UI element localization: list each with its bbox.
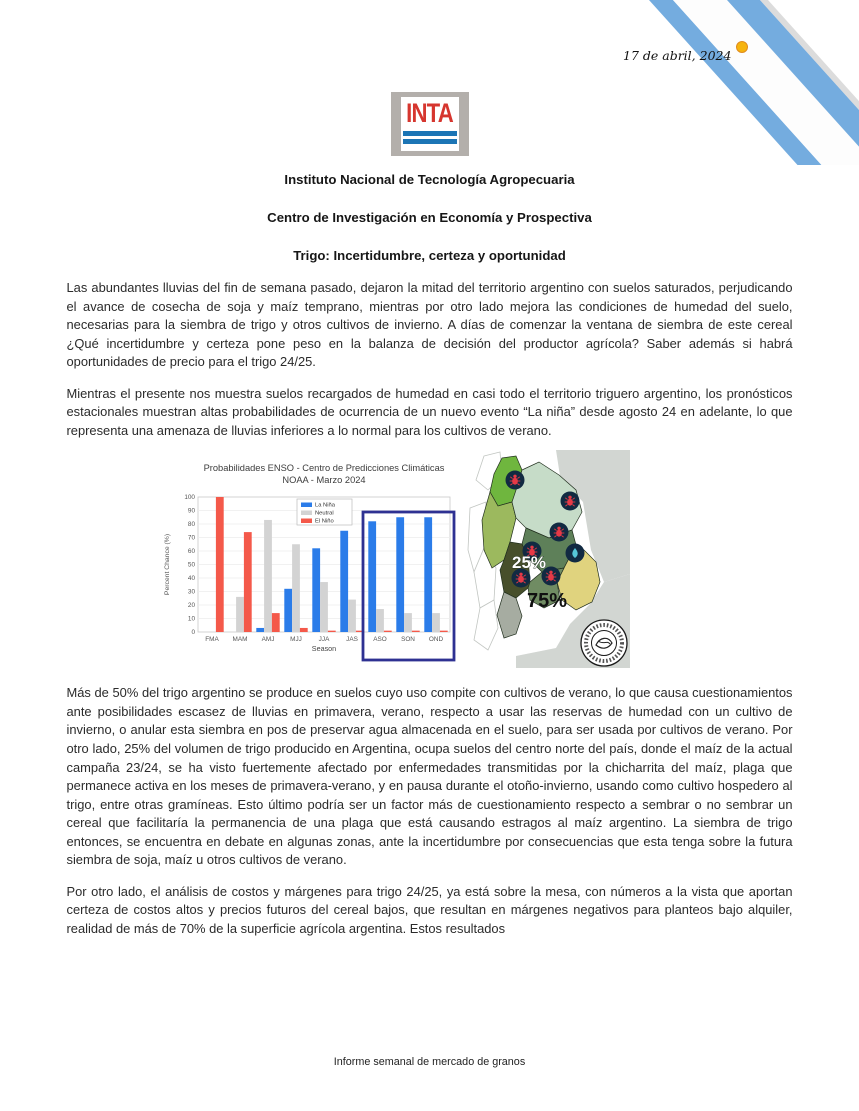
svg-text:60: 60: [187, 548, 195, 556]
bar: [432, 613, 440, 632]
map-label-75: 75%: [526, 590, 567, 613]
bar: [236, 597, 244, 632]
svg-text:La Niña: La Niña: [314, 502, 335, 509]
bar: [396, 518, 404, 633]
inta-logo: [391, 92, 469, 156]
inta-logo-inner: [401, 97, 459, 151]
bar: [424, 518, 432, 633]
svg-text:JJA: JJA: [318, 636, 329, 644]
bar: [348, 600, 356, 632]
svg-text:ASO: ASO: [372, 636, 387, 644]
chart-subtitle: NOAA - Marzo 2024: [281, 475, 366, 486]
bar: [327, 631, 335, 632]
pest-marker-icon: [505, 471, 524, 490]
argentina-map: [464, 450, 630, 668]
x-axis: [205, 636, 443, 643]
bar: [215, 497, 223, 632]
svg-text:90: 90: [187, 508, 195, 516]
paragraph-3: Más de 50% del trigo argentino se produce en suelos cuyo uso compite con cultivos de verano, lo que causa cuestionamientos ante posibilidades escasez de lluvias en primavera, verano, respecto a usar las reservas de humedad con un cultivo de invierno, o anular esta siembra en pos de preservar agua almacenada en el suelo, para ser usada por cultivos de verano. Por otro lado, 25% del volumen de trigo producido en Argentina, ocupa suelos del centro norte del país, donde el maíz de la actual campaña 23/24, se ha visto fuertemente afectado por enfermedades transmitidas por la chicharrita del maíz, plaga que permanece activa en los meses de primavera-verano, y en pausa durante el otoño-invierno, usando como cultivo hospedero al trigo, entre otras gramíneas. Esto último podría ser un factor más de cuestionamiento respecto a sembrar o no sembrar un cereal que facilitaría la permanencia de una plaga que está causando estragos al maíz argentino. La siembra de trigo entonces, se encuentra en debate en algunas zonas, ante la incertidumbre por consecuencias que esta tenga sobre la futura siembra de soja, maíz u otros cultivos de verano.: [66, 685, 793, 868]
inta-logo-bar: [403, 131, 457, 136]
svg-text:10: 10: [187, 616, 195, 624]
bar: [256, 628, 264, 632]
bar: [411, 631, 419, 632]
svg-text:20: 20: [187, 602, 195, 610]
flag-sun-icon: [737, 42, 748, 53]
svg-text:SON: SON: [400, 636, 415, 644]
map-label-25: 25%: [511, 553, 546, 573]
svg-text:OND: OND: [428, 636, 443, 644]
paragraph-2: Mientras el presente nos muestra suelos recargados de humedad en casi todo el territorio triguero argentino, los pronósticos estacionales muestran altas probabilidades de ocurrencia de un nuevo evento “La niña” desde agosto 24 en adelante, lo que representa una amenaza de lluvias inferiores a lo normal para los cultivos de verano.: [66, 385, 793, 438]
document-title: Trigo: Incertidumbre, certeza y oportunidad: [293, 248, 566, 263]
enso-probability-chart: [160, 453, 458, 665]
svg-text:70: 70: [187, 535, 195, 543]
chart-title: Probabilidades ENSO - Centro de Predicciones Climáticas: [203, 463, 444, 474]
svg-text:FMA: FMA: [204, 636, 219, 644]
bar: [284, 589, 292, 632]
svg-text:50: 50: [187, 562, 195, 570]
bar: [312, 549, 320, 633]
bar: [376, 609, 384, 632]
y-axis-label: Percent Chance (%): [163, 534, 171, 596]
svg-text:40: 40: [187, 575, 195, 583]
svg-text:Neutral: Neutral: [314, 510, 334, 517]
svg-text:MJJ: MJJ: [289, 636, 302, 644]
pest-marker-icon: [560, 492, 579, 511]
svg-text:JAS: JAS: [345, 636, 358, 644]
heading-institution: Instituto Nacional de Tecnología Agropecuaria: [284, 172, 575, 187]
svg-text:AMJ: AMJ: [261, 636, 274, 644]
bar: [383, 631, 391, 632]
paragraph-4: Por otro lado, el análisis de costos y márgenes para trigo 24/25, ya está sobre la mesa, con números a la vista que aportan certeza de costos altos y precios futuros del cereal bajos, que resultan en márgenes negativos para planteos bajo alquiler, realidad de más de 70% de la superficie agrícola argentina. Estos resultados: [66, 883, 793, 936]
figure-row: [160, 450, 793, 668]
bar: [264, 520, 272, 632]
bar: [299, 628, 307, 632]
bar: [404, 613, 412, 632]
droplet-marker-icon: [565, 544, 584, 563]
svg-text:0: 0: [190, 629, 195, 637]
seal-stamp-icon: [581, 620, 627, 666]
bar: [271, 613, 279, 632]
chart-legend: [297, 499, 352, 525]
svg-text:MAM: MAM: [232, 636, 247, 644]
paragraph-1: Las abundantes lluvias del fin de semana pasado, dejaron la mitad del territorio argentino con suelos saturados, perjudicando el avance de cosecha de soja y maíz temprano, mientras por otro lado mejora las condiciones de humedad del suelo, necesarias para la siembra de trigo y otros cultivos de invierno. A días de comenzar la ventana de siembra de este cereal ¿Qué incertidumbre y certeza pone peso en la balanza de decisión del productor agrícola? Saber además si habrá oportunidades de precio para el trigo 24/25.: [66, 280, 793, 370]
footer-text: Informe semanal de mercado de granos: [333, 1056, 526, 1068]
document-date: 17 de abril, 2024: [623, 48, 732, 63]
bar: [368, 522, 376, 633]
x-axis-label: Season: [311, 644, 336, 654]
pest-marker-icon: [549, 523, 568, 542]
document-body: [67, 279, 793, 938]
bar: [439, 631, 447, 632]
bar: [292, 545, 300, 633]
bar: [243, 532, 251, 632]
svg-text:80: 80: [187, 521, 195, 529]
svg-text:30: 30: [187, 589, 195, 597]
heading-center: Centro de Investigación en Economía y Prospectiva: [267, 210, 592, 225]
flag-ribbon: [597, 0, 859, 165]
svg-text:El Niño: El Niño: [314, 518, 334, 525]
inta-logo-bar: [403, 139, 457, 144]
bar: [340, 531, 348, 632]
inta-logo-text: INTA: [406, 98, 453, 128]
bar: [320, 582, 328, 632]
svg-text:100: 100: [183, 494, 195, 502]
